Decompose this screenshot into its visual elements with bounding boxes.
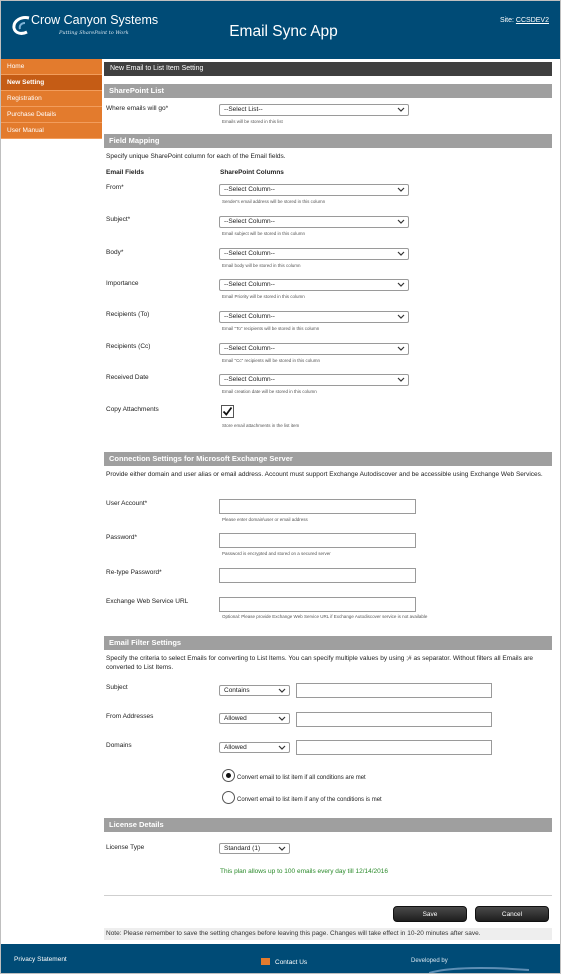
mail-icon [261,958,270,965]
site-label: Site: [499,17,514,24]
user-account-hint: Please enter domain\user or email address [222,517,308,522]
field-select-recipients-to[interactable] [219,311,409,323]
select-value: --Select Column-- [224,376,275,383]
sidebar-item-new-setting[interactable]: New Setting [1,75,102,91]
sidebar-item-user-manual[interactable]: User Manual [1,123,102,139]
field-hint-from: Sender's email address will be stored in this column [222,199,326,204]
field-hint-body: Email body will be stored in this column [222,263,301,268]
retype-password-input[interactable] [219,568,416,583]
select-value: Allowed [224,744,247,751]
chevron-down-icon [397,280,405,290]
chevron-down-icon [397,185,405,195]
field-label-subject: Subject* [106,216,131,223]
filter-value-from-addresses[interactable] [296,712,492,727]
field-label-received-date: Received Date [106,374,149,381]
chevron-down-icon [278,844,286,854]
list-select-value: --Select List-- [224,106,263,113]
password-hint: Password is encrypted and stored on a secured server [222,551,331,556]
app-header [1,1,560,59]
connection-description: Provide either domain and user alias or email address. Account must support Exchange Autodiscover and be accessible using Exchange Web Services. [106,471,543,478]
checkmark-icon [222,406,233,417]
radio-all-label: Convert email to list item if all conditions are met [237,775,366,781]
chevron-down-icon [397,105,405,115]
select-value: --Select Column-- [224,281,275,288]
section-license-details: License Details [104,818,552,832]
crow-canyon-logo-icon [11,15,33,37]
ews-url-label: Exchange Web Service URL [106,598,189,605]
list-hint: Emails will be stored in this list [222,119,283,124]
sidebar [1,59,102,944]
field-label-importance: Importance [106,280,139,287]
site-link[interactable]: CCSDEV2 [515,17,549,24]
chevron-down-icon [397,344,405,354]
filter-op-domains[interactable] [219,742,290,753]
field-hint-recipients-cc: Email "Cc" recipients will be stored in this column [222,358,320,363]
section-field-mapping: Field Mapping [104,134,552,148]
copy-attachments-hint: Store email attachments in the list item [222,423,300,428]
sidebar-nav [1,59,102,139]
section-email-filter: Email Filter Settings [104,636,552,650]
list-select[interactable] [219,104,409,116]
select-value: --Select Column-- [224,345,275,352]
field-hint-recipients-to: Email "To" recipients will be stored in this column [222,326,320,331]
field-select-importance[interactable] [219,279,409,291]
chevron-down-icon [397,312,405,322]
col-email-fields: Email Fields [106,169,144,176]
developer-logo-icon [429,967,529,973]
chevron-down-icon [397,217,405,227]
field-label-from: From* [106,184,124,191]
site-info [500,17,549,24]
select-value: --Select Column-- [224,250,275,257]
password-input[interactable] [219,533,416,548]
license-type-label: License Type [106,844,145,851]
radio-any-label: Convert email to list item if any of the conditions is met [237,797,382,803]
developed-by: Developed by [411,958,448,964]
filter-value-subject[interactable] [296,683,492,698]
filter-label-subject: Subject [106,684,128,691]
user-account-input[interactable] [219,499,416,514]
field-label-body: Body* [106,249,124,256]
list-label: Where emails will go* [106,105,169,112]
filter-op-subject[interactable] [219,685,290,696]
ews-url-hint: Optional: Please provide Exchange Web Service URL if Exchange Autodiscover service is not available [222,614,428,619]
contact-label: Contact Us [275,959,308,966]
select-value: --Select Column-- [224,186,275,193]
chevron-down-icon [278,686,286,696]
col-sharepoint-columns: SharePoint Columns [220,169,284,176]
password-label: Password* [106,534,138,541]
radio-any-condition[interactable] [222,791,235,804]
field-hint-received-date: Email creation date will be stored in this column [222,389,317,394]
save-note: Note: Please remember to save the setting changes before leaving this page. Changes will take effect in 10-20 minutes after save. [104,928,552,940]
ews-url-input[interactable] [219,597,416,612]
sidebar-item-home[interactable]: Home [1,59,102,75]
field-hint-importance: Email Priority will be stored in this column [222,294,305,299]
chevron-down-icon [278,714,286,724]
app-title: Email Sync App [229,23,338,40]
field-hint-subject: Email subject will be stored in this column [222,231,306,236]
chevron-down-icon [397,249,405,259]
license-type-select[interactable] [219,843,290,854]
field-select-subject[interactable] [219,216,409,228]
select-value: --Select Column-- [224,313,275,320]
plan-info: This plan allows up to 100 emails every day till 12/14/2016 [220,868,389,875]
field-label-recipients-cc: Recipients (Cc) [106,343,151,350]
company-logo[interactable] [11,13,159,43]
filter-value-domains[interactable] [296,740,492,755]
save-button[interactable]: Save [393,906,467,922]
filter-label-domains: Domains [106,742,132,749]
cancel-button[interactable]: Cancel [475,906,549,922]
sidebar-item-purchase-details[interactable]: Purchase Details [1,107,102,123]
chevron-down-icon [278,743,286,753]
chevron-down-icon [397,375,405,385]
field-select-recipients-cc[interactable] [219,343,409,355]
retype-password-label: Re-type Password* [106,569,162,576]
select-value: Allowed [224,715,247,722]
field-select-body[interactable] [219,248,409,260]
section-connection-settings: Connection Settings for Microsoft Exchange Server [104,452,552,466]
select-value: --Select Column-- [224,218,275,225]
contact-link[interactable] [261,958,307,966]
section-sharepoint-list: SharePoint List [104,84,552,98]
copy-attachments-label: Copy Attachments [106,406,159,413]
filter-label-from-addresses: From Addresses [106,713,154,720]
user-account-label: User Account* [106,500,148,507]
field-select-received-date[interactable] [219,374,409,386]
radio-all-conditions[interactable] [222,769,235,782]
field-mapping-description: Specify unique SharePoint column for each of the Email fields. [106,153,286,160]
divider [104,895,552,896]
brand-tagline: Putting SharePoint to Work [59,30,129,36]
main-content [104,62,552,942]
page-title: New Email to List Item Setting [104,62,552,76]
copy-attachments-checkbox[interactable] [221,405,234,418]
select-value: Standard (1) [224,845,261,852]
privacy-link[interactable]: Privacy Statement [14,956,67,963]
filter-op-from-addresses[interactable] [219,713,290,724]
field-label-recipients-to: Recipients (To) [106,311,150,318]
field-select-from[interactable] [219,184,409,196]
filter-description: Specify the criteria to select Emails for converting to List Items. You can specify multiple values by using ;# as separator. Without filters all Emails are converted to List Items. [106,655,534,671]
sidebar-item-registration[interactable]: Registration [1,91,102,107]
select-value: Contains [224,687,250,694]
brand-name: Crow Canyon Systems [31,13,159,27]
footer [1,944,560,973]
